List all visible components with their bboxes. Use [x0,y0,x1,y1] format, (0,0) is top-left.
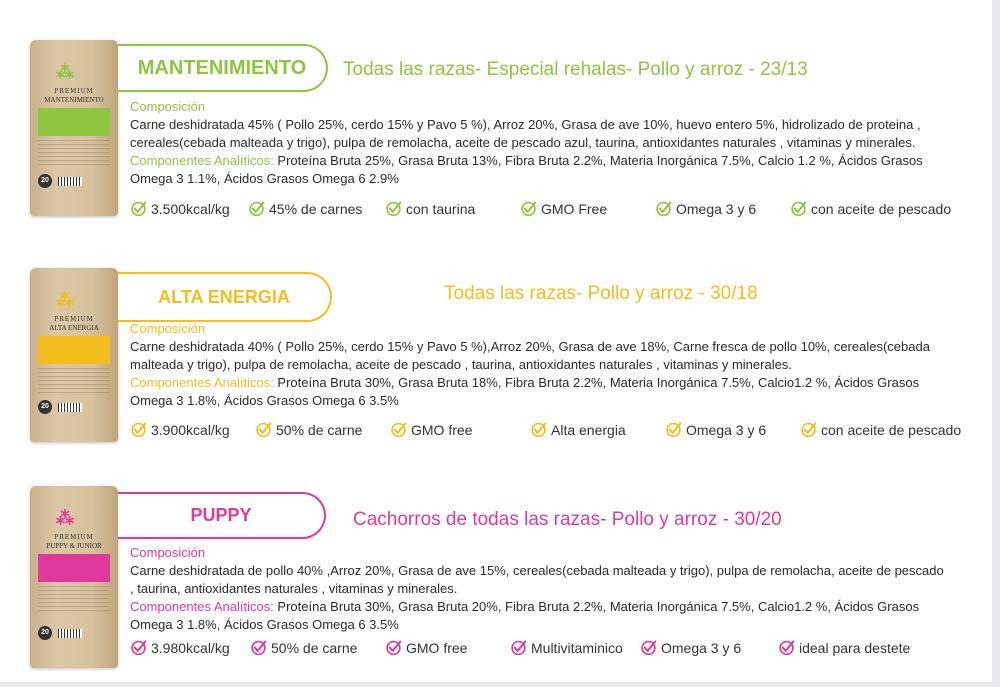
bag-product-name: MANTENIMIENTO [44,96,104,104]
brand-logo-icon: ⁂ [56,508,74,528]
product-bag-image [30,268,118,442]
product-subtitle: Todas las razas- Especial rehalas- Pollo y arroz - 23/13 [343,59,808,80]
composition-label: Composición [130,321,206,336]
bag-text-block [38,140,110,168]
page-edge-bottom [0,682,1000,687]
feature-item [520,200,607,217]
bag-color-strip [38,336,110,364]
check-circle-icon [640,639,661,656]
bag-premium-label: PREMIUM [54,534,94,541]
check-circle-icon [778,639,799,656]
feature-item [800,421,961,438]
check-circle-icon [530,421,551,438]
composition-label: Composición [130,545,206,560]
analytic-line: Omega 3 1.1%, Ácidos Grasos Omega 6 2.9% [130,171,399,186]
feature-item [665,421,766,438]
bag-weight-badge: 20 [38,626,52,640]
bag-product-name: ALTA ENERGIA [49,324,99,332]
feature-item [530,421,626,438]
feature-label: 45% de carnes [269,200,363,217]
feature-label: Omega 3 y 6 [686,421,767,438]
bag-text-block [38,368,110,396]
product-name-pill: ALTA ENERGIA [118,272,332,322]
composition-line: , taurina, antioxidantes naturales , vitaminas y minerales. [130,581,458,596]
feature-item [390,421,472,438]
feature-label: 50% de carne [271,639,358,656]
feature-label: GMO free [406,639,468,656]
check-circle-icon [248,200,269,217]
bag-product-name: PUPPY & JUNIOR [46,542,102,550]
feature-label: 3.980kcal/kg [151,639,230,656]
feature-item [385,200,475,217]
product-subtitle: Todas las razas- Pollo y arroz - 30/18 [444,283,758,304]
feature-item [778,639,910,656]
feature-item [510,639,623,656]
check-circle-icon [385,639,406,656]
analytic-values: Proteína Bruta 25%, Grasa Bruta 13%, Fibra Bruta 2.2%, Materia Inorgánica 7.5%, Calcio 1.2 %, Ácidos Grasos [273,153,923,168]
check-circle-icon [385,200,406,217]
bag-premium-label: PREMIUM [54,316,94,323]
feature-label: 50% de carne [276,421,363,438]
barcode-icon [58,403,82,412]
feature-item [248,200,362,217]
feature-label: con taurina [406,200,476,217]
composition-line: Carne deshidratada 40% ( Pollo 25%, cerdo 15% y Pavo 5 %),Arroz 20%, Grasa de ave 18%, Carne fresca de pollo 10%, cereales(cebada [130,339,930,354]
check-circle-icon [255,421,276,438]
feature-label: con aceite de pescado [811,200,952,217]
check-circle-icon [655,200,676,217]
bag-color-strip [38,108,110,136]
check-circle-icon [250,639,271,656]
product-bag-image [30,40,118,216]
bag-weight-badge: 20 [38,400,52,414]
analytic-values: Proteína Bruta 30%, Grasa Bruta 18%, Fibra Bruta 2.2%, Materia Inorgánica 7.5%, Calcio1.2 %, Ácidos Grasos [273,375,920,390]
product-name-pill: PUPPY [118,492,326,539]
feature-label: Alta energia [551,421,626,438]
feature-label: Omega 3 y 6 [676,200,757,217]
analytic-line [130,152,923,170]
bag-color-strip [38,554,110,582]
check-circle-icon [790,200,811,217]
brand-logo-icon: ⁂ [56,290,74,310]
composition-line: Carne deshidratada de pollo 40% ,Arroz 20%, Grasa de ave 15%, cereales(cebada malteada y trigo), pulpa de remolacha, aceite de pescado [130,563,944,578]
bag-weight-badge: 20 [38,174,52,188]
composition-line: malteada y trigo), pulpa de remolacha, aceite de pescado , taurina, antioxidantes naturales , vitaminas y minerales. [130,357,792,372]
analytic-label: Componentes Analíticos: [130,599,274,614]
product-bag-image [30,486,118,668]
analytic-line: Omega 3 1.8%, Ácidos Grasos Omega 6 3.5% [130,617,399,632]
product-description [130,320,930,410]
analytic-line [130,598,944,616]
product-name-pill: MANTENIMIENTO [118,44,328,92]
feature-label: con aceite de pescado [821,421,962,438]
feature-label: Omega 3 y 6 [661,639,742,656]
analytic-label: Componentes Analíticos: [130,375,274,390]
brand-logo-icon: ⁂ [56,62,74,82]
feature-item [640,639,741,656]
check-circle-icon [130,639,151,656]
feature-label: GMO Free [541,200,608,217]
feature-item [130,200,230,217]
composition-line: Carne deshidratada 45% ( Pollo 25%, cerdo 15% y Pavo 5 %), Arroz 20%, Grasa de ave 10%, huevo entero 5%, hidrolizado de proteina , [130,117,921,132]
feature-item [250,639,357,656]
bag-text-block [38,586,110,614]
barcode-icon [58,629,82,638]
analytic-line [130,374,930,392]
analytic-line: Omega 3 1.8%, Ácidos Grasos Omega 6 3.5% [130,393,399,408]
feature-label: ideal para destete [799,639,911,656]
feature-item [790,200,951,217]
check-circle-icon [665,421,686,438]
check-circle-icon [800,421,821,438]
feature-item [385,639,467,656]
analytic-label: Componentes Analíticos: [130,153,274,168]
page-edge-right [992,0,1000,687]
feature-label: 3.500kcal/kg [151,200,230,217]
feature-item [255,421,362,438]
feature-item [130,421,230,438]
product-subtitle: Cachorros de todas las razas- Pollo y arroz - 30/20 [353,509,782,530]
barcode-icon [58,177,82,186]
feature-label: 3.900kcal/kg [151,421,230,438]
product-description [130,98,923,188]
analytic-values: Proteína Bruta 30%, Grasa Bruta 20%, Fibra Bruta 2.2%, Materia Inorgánica 7.5%, Calcio1.2 %, Ácidos Grasos [273,599,920,614]
composition-label: Composición [130,99,206,114]
bag-premium-label: PREMIUM [54,88,94,95]
feature-label: GMO free [411,421,473,438]
feature-label: Multivitaminico [531,639,623,656]
feature-item [130,639,230,656]
product-description [130,544,944,634]
feature-item [655,200,756,217]
composition-line: cereales(cebada malteada y trigo), pulpa de remolacha, aceite de pescado azul, taurina, antioxidantes naturales , vitaminas y minerales. [130,135,916,150]
check-circle-icon [130,200,151,217]
check-circle-icon [390,421,411,438]
check-circle-icon [130,421,151,438]
check-circle-icon [510,639,531,656]
check-circle-icon [520,200,541,217]
